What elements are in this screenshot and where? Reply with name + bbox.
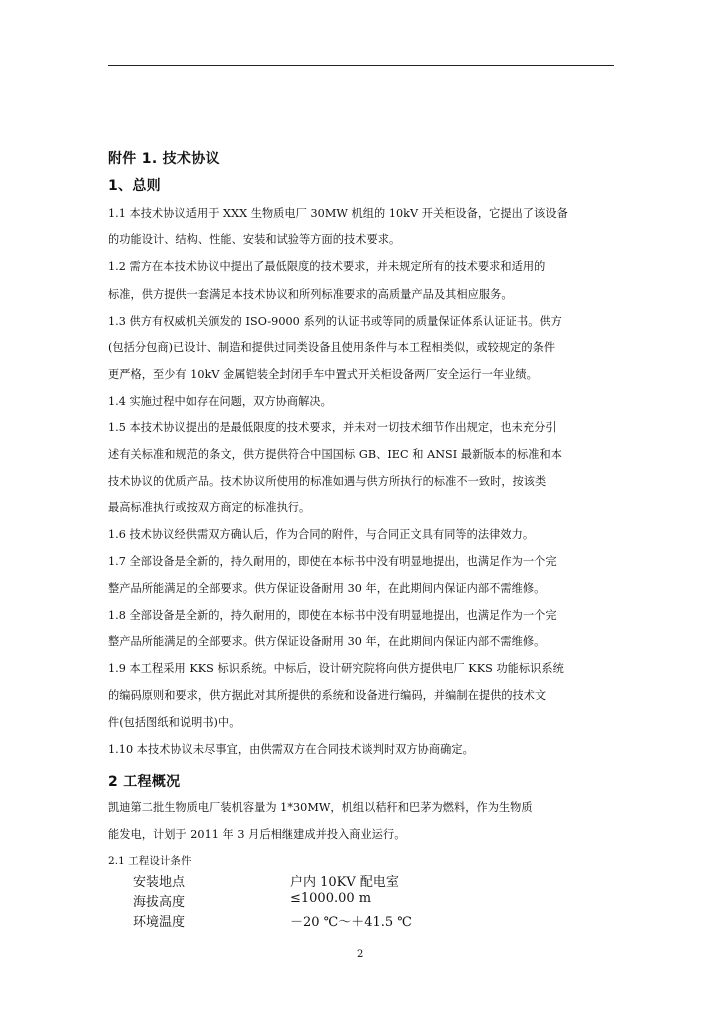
section-2-title: 2 工程概况 (108, 774, 181, 790)
header-rule (108, 65, 614, 66)
body-text-line: 1.10 本技术协议未尽事宜，由供需双方在合同技术谈判时双方协商确定。 (108, 743, 474, 756)
page-number: 2 (357, 949, 364, 960)
body-text-line: (包括分包商)已设计、制造和提供过同类设备且使用条件与本工程相类似，或较规定的条件 (108, 341, 556, 354)
condition-label: 环境温度 (133, 915, 186, 930)
condition-value: ≤1000.00 m (290, 891, 372, 906)
body-text-line: 件(包括图纸和说明书)中。 (108, 716, 241, 729)
body-text-line: 能发电，计划于 2011 年 3 月后相继建成并投入商业运行。 (108, 828, 406, 841)
body-text-line: 1.5 本技术协议提出的是最低限度的技术要求，并未对一切技术细节作出规定，也未充分引 (108, 421, 557, 434)
body-text-line: 技术协议的优质产品。技术协议所使用的标准如遇与供方所执行的标准不一致时，按该类 (108, 475, 547, 488)
appendix-title: 附件 1. 技术协议 (108, 151, 220, 167)
body-text-line: 整产品所能满足的全部要求。供方保证设备耐用 30 年，在此期间内保证内部不需维修。 (108, 635, 546, 648)
body-text-line: 整产品所能满足的全部要求。供方保证设备耐用 30 年，在此期间内保证内部不需维修。 (108, 582, 546, 595)
body-text-line: 最高标准执行或按双方商定的标准执行。 (108, 501, 311, 514)
body-text-line: 1.4 实施过程中如存在问题，双方协商解决。 (108, 395, 332, 408)
body-text-line: 述有关标准和规范的条文，供方提供符合中国国标 GB、IEC 和 ANSI 最新版本的标准和本 (108, 448, 562, 461)
section-1-title: 1、总则 (108, 178, 161, 194)
body-text-line: 更严格，至少有 10kV 金属铠装全封闭手车中置式开关柜设备两厂安全运行一年业绩。 (108, 368, 538, 381)
body-text-line: 凯迪第二批生物质电厂装机容量为 1*30MW，机组以秸秆和巴茅为燃料，作为生物质 (108, 801, 533, 814)
body-text-line: 1.8 全部设备是全新的，持久耐用的，即使在本标书中没有明显地提出，也满足作为一个完 (108, 609, 557, 622)
condition-value: －20 ℃～＋41.5 ℃ (290, 915, 412, 930)
body-text-line: 1.9 本工程采用 KKS 标识系统。中标后，设计研究院将向供方提供电厂 KKS 功能标识系统 (108, 662, 564, 675)
body-text-line: 1.2 需方在本技术协议中提出了最低限度的技术要求，并未规定所有的技术要求和适用的 (108, 260, 546, 273)
body-text-line: 1.1 本技术协议适用于 XXX 生物质电厂 30MW 机组的 10kV 开关柜设备，它提出了该设备 (108, 207, 568, 220)
condition-label: 安装地点 (133, 875, 186, 890)
condition-label: 海拔高度 (133, 895, 186, 910)
subsection-title: 2.1 工程设计条件 (108, 855, 192, 867)
body-text-line: 1.6 技术协议经供需双方确认后，作为合同的附件，与合同正文具有同等的法律效力。 (108, 528, 535, 541)
body-text-line: 1.3 供方有权威机关颁发的 ISO-9000 系列的认证书或等同的质量保证体系认证证书。供方 (108, 315, 562, 328)
body-text-line: 的功能设计、结构、性能、安装和试验等方面的技术要求。 (108, 233, 401, 246)
body-text-line: 1.7 全部设备是全新的，持久耐用的，即使在本标书中没有明显地提出，也满足作为一个完 (108, 555, 557, 568)
condition-value: 户内 10KV 配电室 (290, 875, 399, 890)
body-text-line: 的编码原则和要求，供方据此对其所提供的系统和设备进行编码，并编制在提供的技术文 (108, 689, 547, 702)
body-text-line: 标准，供方提供一套满足本技术协议和所列标准要求的高质量产品及其相应服务。 (108, 288, 513, 301)
